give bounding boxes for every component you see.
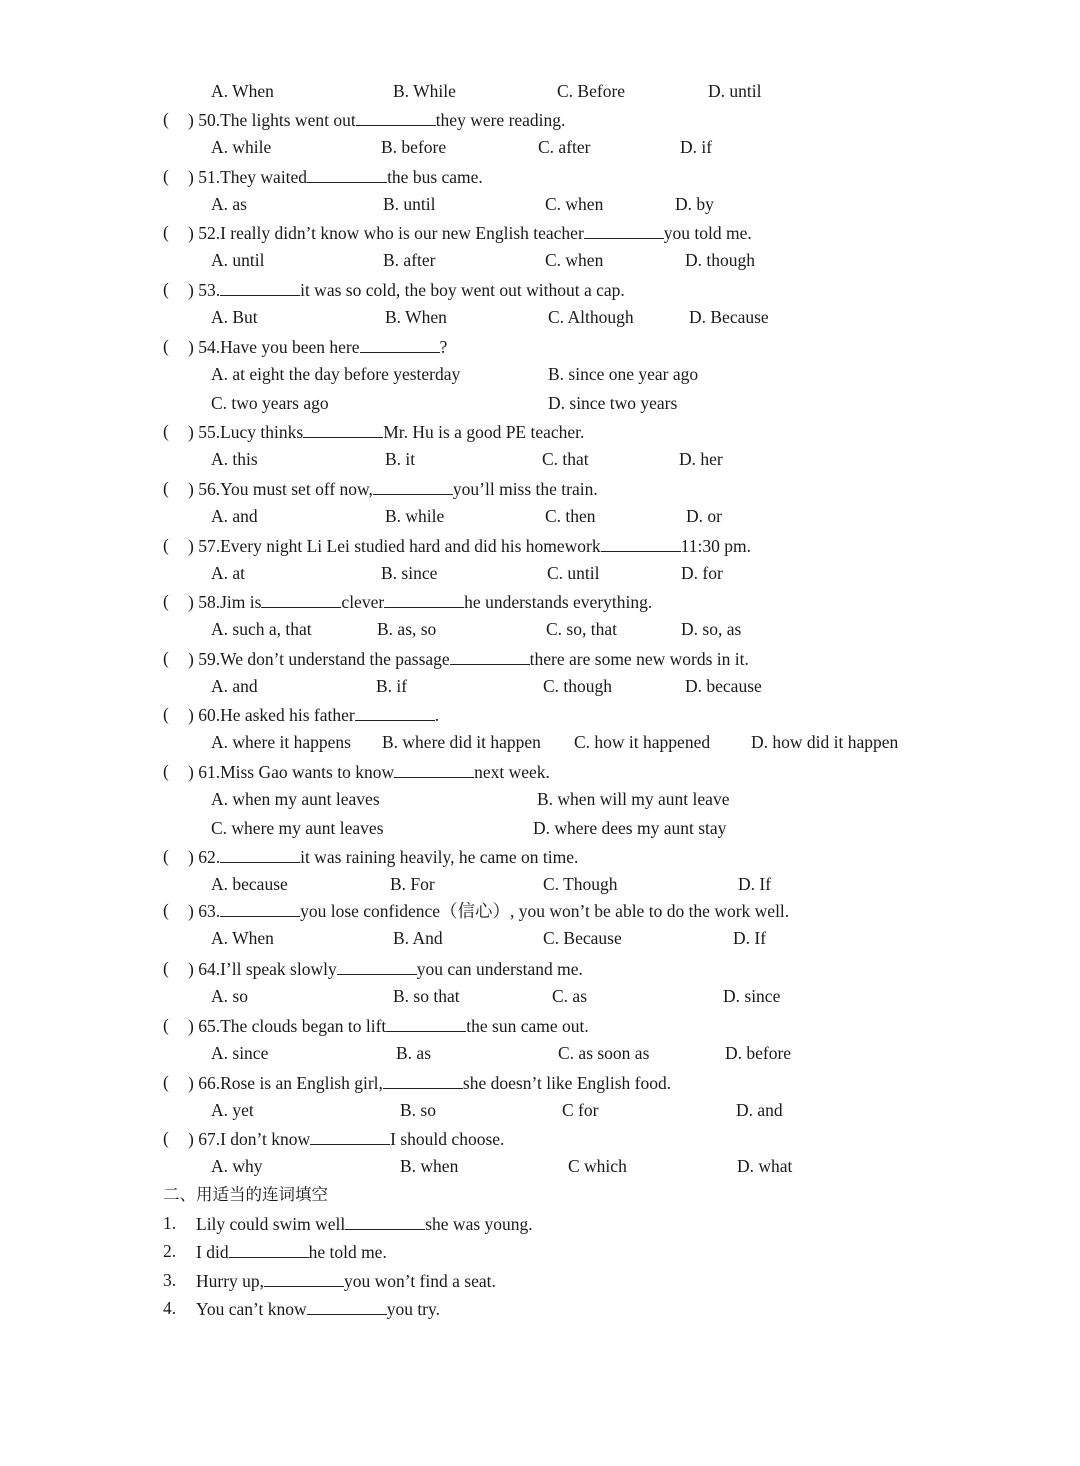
question-stem <box>188 222 752 244</box>
option-2: C. that <box>542 449 589 469</box>
stem-after-blank: they were reading. <box>435 110 566 130</box>
question-paren: ( <box>163 109 169 129</box>
answer-blank[interactable] <box>261 591 341 608</box>
option-3: D. if <box>680 137 713 157</box>
question-stem <box>188 1072 671 1094</box>
stem-before-blank: Jim is <box>220 592 262 612</box>
option-1: B. so <box>400 1100 436 1120</box>
question-number: ) 61. <box>188 762 221 782</box>
fill-in-item <box>196 1241 387 1263</box>
item-before-blank: You can’t know <box>196 1299 307 1319</box>
question-stem <box>188 109 565 131</box>
answer-blank[interactable] <box>307 1298 387 1315</box>
item-after-blank: you try. <box>386 1299 440 1319</box>
question-paren: ( <box>163 166 169 186</box>
option-1: B. when will my aunt leave <box>537 789 730 809</box>
question-paren: ( <box>163 535 169 555</box>
question-stem <box>188 478 598 500</box>
section-title: 二、用适当的连词填空 <box>163 1185 328 1204</box>
option-1: B. since <box>381 563 438 583</box>
question-stem <box>188 704 439 726</box>
option-3: D. since <box>723 986 781 1006</box>
option-1: B. so that <box>393 986 460 1006</box>
stem-after-blank: you told me. <box>663 223 752 243</box>
option-0: A. while <box>211 137 272 157</box>
option-3: D. though <box>685 250 755 270</box>
answer-blank[interactable] <box>383 1072 463 1089</box>
option-b-0: C. where my aunt leaves <box>211 818 384 838</box>
answer-blank[interactable] <box>337 958 417 975</box>
option-0: A. until <box>211 250 265 270</box>
answer-blank[interactable] <box>373 478 453 495</box>
option-2: C. so, that <box>546 619 617 639</box>
question-number: ) 55. <box>188 422 221 442</box>
answer-blank[interactable] <box>450 648 530 665</box>
option-0: A. when my aunt leaves <box>211 789 380 809</box>
option-1: B. if <box>376 676 408 696</box>
option-3: D. and <box>736 1100 783 1120</box>
option-3: D. If <box>738 874 772 894</box>
item-before-blank: Lily could swim well <box>196 1214 346 1234</box>
item-after-blank: she was young. <box>425 1214 533 1234</box>
question-number: ) 56. <box>188 479 221 499</box>
item-number: 2. <box>163 1241 177 1261</box>
option-1: B. For <box>390 874 435 894</box>
answer-blank[interactable] <box>356 109 436 126</box>
stem-before-blank: I’ll speak slowly <box>220 959 337 979</box>
stem-after-blank: I should choose. <box>390 1129 505 1149</box>
option-1: B. since one year ago <box>548 364 699 384</box>
stem-before-blank: You must set off now, <box>220 479 373 499</box>
question-paren: ( <box>163 591 169 611</box>
question-number: ) 54. <box>188 337 221 357</box>
stem-before-blank: I don’t know <box>220 1129 311 1149</box>
option-3: D. If <box>733 928 767 948</box>
answer-blank[interactable] <box>220 279 300 296</box>
option-1: B. And <box>393 928 443 948</box>
stem-before-blank: We don’t understand the passage <box>220 649 450 669</box>
option-1: B. When <box>385 307 447 327</box>
question-stem <box>188 761 550 783</box>
option-2: C. Because <box>543 928 622 948</box>
question-stem <box>188 846 578 868</box>
option-0: A. so <box>211 986 248 1006</box>
question-stem <box>188 166 483 188</box>
question-paren: ( <box>163 222 169 242</box>
option-3: D. what <box>737 1156 793 1176</box>
stem-before-blank: The clouds began to lift <box>220 1016 387 1036</box>
stem-after-blank: it was so cold, the boy went out without a cap. <box>300 280 625 300</box>
option-0: A. since <box>211 1043 269 1063</box>
option-3: D. by <box>675 194 714 214</box>
stem-before-blank: Have you been here <box>220 337 360 357</box>
stem-after-blank: Mr. Hu is a good PE teacher. <box>383 422 585 442</box>
q49-option-3: D. until <box>708 81 762 101</box>
option-0: A. and <box>211 676 258 696</box>
option-1: B. as, so <box>377 619 437 639</box>
answer-blank[interactable] <box>394 761 474 778</box>
stem-before-blank: I really didn’t know who is our new English teacher <box>220 223 584 243</box>
stem-after-blank: he understands everything. <box>464 592 653 612</box>
question-number: ) 66. <box>188 1073 221 1093</box>
stem-after-blank: you lose confidence（信心）, you won’t be able to do the work well. <box>300 901 790 921</box>
question-paren: ( <box>163 421 169 441</box>
option-0: A. But <box>211 307 258 327</box>
stem-before-blank: They waited <box>220 167 308 187</box>
question-paren: ( <box>163 1015 169 1035</box>
question-number: ) 64. <box>188 959 221 979</box>
item-after-blank: you won’t find a seat. <box>344 1271 496 1291</box>
fill-in-item <box>196 1213 533 1235</box>
option-2: C. after <box>538 137 591 157</box>
option-3: D. her <box>679 449 723 469</box>
item-before-blank: I did <box>196 1242 229 1262</box>
question-number: ) 63. <box>188 901 221 921</box>
answer-blank[interactable] <box>310 1128 390 1145</box>
stem-before-blank: Miss Gao wants to know <box>220 762 395 782</box>
option-3: D. for <box>681 563 723 583</box>
stem-before-blank: Every night Li Lei studied hard and did his homework <box>220 536 601 556</box>
question-paren: ( <box>163 478 169 498</box>
fill-in-item <box>196 1298 440 1320</box>
option-2: C which <box>568 1156 627 1176</box>
stem-middle: clever <box>341 592 385 612</box>
option-1: B. as <box>396 1043 431 1063</box>
question-number: ) 62. <box>188 847 221 867</box>
option-2: C for <box>562 1100 599 1120</box>
answer-blank[interactable] <box>584 222 664 239</box>
question-paren: ( <box>163 958 169 978</box>
option-0: A. where it happens <box>211 732 351 752</box>
answer-blank[interactable] <box>303 421 383 438</box>
option-2: C. how it happened <box>574 732 711 752</box>
question-number: ) 59. <box>188 649 221 669</box>
option-2: C. as <box>552 986 587 1006</box>
option-1: B. when <box>400 1156 459 1176</box>
question-paren: ( <box>163 336 169 356</box>
option-0: A. such a, that <box>211 619 312 639</box>
question-number: ) 51. <box>188 167 221 187</box>
option-1: B. where did it happen <box>382 732 541 752</box>
stem-before-blank: Rose is an English girl, <box>220 1073 383 1093</box>
question-number: ) 57. <box>188 536 221 556</box>
answer-blank[interactable] <box>360 336 440 353</box>
question-paren: ( <box>163 1128 169 1148</box>
question-stem <box>188 279 625 301</box>
stem-after-blank: she doesn’t like English food. <box>462 1073 672 1093</box>
item-number: 1. <box>163 1213 177 1233</box>
question-stem <box>188 336 447 358</box>
question-paren: ( <box>163 279 169 299</box>
question-paren: ( <box>163 704 169 724</box>
question-paren: ( <box>163 846 169 866</box>
option-3: D. before <box>725 1043 792 1063</box>
option-1: B. until <box>383 194 436 214</box>
option-3: D. or <box>686 506 722 526</box>
question-stem <box>188 591 652 613</box>
stem-after-blank: . <box>434 705 440 725</box>
question-number: ) 52. <box>188 223 221 243</box>
option-2: C. when <box>545 194 604 214</box>
answer-blank[interactable] <box>229 1241 309 1258</box>
question-paren: ( <box>163 761 169 781</box>
option-1: B. after <box>383 250 436 270</box>
option-2: C. until <box>547 563 600 583</box>
question-stem <box>188 1015 589 1037</box>
answer-blank[interactable] <box>345 1213 425 1230</box>
stem-after-blank: you’ll miss the train. <box>452 479 598 499</box>
option-2: C. as soon as <box>558 1043 650 1063</box>
answer-blank[interactable] <box>601 535 681 552</box>
option-3: D. Because <box>689 307 769 327</box>
answer-blank[interactable] <box>307 166 387 183</box>
question-paren: ( <box>163 1072 169 1092</box>
stem-before-blank: Lucy thinks <box>220 422 304 442</box>
answer-blank[interactable] <box>220 846 300 863</box>
option-3: D. how did it happen <box>751 732 899 752</box>
stem-after-blank: 11:30 pm. <box>680 536 751 556</box>
option-0: A. as <box>211 194 247 214</box>
q49-option-0: A. When <box>211 81 274 101</box>
stem-after-blank: it was raining heavily, he came on time. <box>300 847 579 867</box>
question-number: ) 53. <box>188 280 221 300</box>
answer-blank[interactable] <box>220 900 300 917</box>
option-2: C. though <box>543 676 613 696</box>
answer-blank-2[interactable] <box>384 591 464 608</box>
stem-after-blank: the bus came. <box>387 167 483 187</box>
stem-after-blank: you can understand me. <box>416 959 583 979</box>
question-stem <box>188 421 584 443</box>
question-number: ) 50. <box>188 110 221 130</box>
option-0: A. this <box>211 449 258 469</box>
option-1: B. while <box>385 506 445 526</box>
q49-option-2: C. Before <box>557 81 626 101</box>
option-0: A. and <box>211 506 258 526</box>
option-0: A. because <box>211 874 288 894</box>
question-stem <box>188 648 749 670</box>
answer-blank[interactable] <box>264 1270 344 1287</box>
option-3: D. so, as <box>681 619 742 639</box>
question-paren: ( <box>163 648 169 668</box>
stem-before-blank: He asked his father <box>220 705 355 725</box>
question-paren: ( <box>163 900 169 920</box>
question-stem <box>188 900 789 922</box>
option-0: A. at eight the day before yesterday <box>211 364 461 384</box>
question-stem <box>188 1128 504 1150</box>
option-2: C. then <box>545 506 596 526</box>
question-number: ) 67. <box>188 1129 221 1149</box>
stem-after-blank: there are some new words in it. <box>529 649 749 669</box>
fill-in-item <box>196 1270 496 1292</box>
option-3: D. because <box>685 676 762 696</box>
item-number: 3. <box>163 1270 177 1290</box>
stem-after-blank: ? <box>439 337 448 357</box>
stem-before-blank: The lights went out <box>220 110 356 130</box>
question-stem <box>188 958 583 980</box>
item-after-blank: he told me. <box>308 1242 387 1262</box>
question-number: ) 60. <box>188 705 221 725</box>
stem-after-blank: the sun came out. <box>466 1016 589 1036</box>
stem-after-blank: next week. <box>474 762 550 782</box>
option-2: C. Though <box>543 874 618 894</box>
question-number: ) 65. <box>188 1016 221 1036</box>
option-1: B. it <box>385 449 416 469</box>
question-number: ) 58. <box>188 592 221 612</box>
item-before-blank: Hurry up, <box>196 1271 265 1291</box>
option-0: A. yet <box>211 1100 254 1120</box>
option-b-1: D. since two years <box>548 393 678 413</box>
option-2: C. when <box>545 250 604 270</box>
answer-blank[interactable] <box>355 704 435 721</box>
option-0: A. When <box>211 928 274 948</box>
answer-blank[interactable] <box>386 1015 466 1032</box>
option-0: A. why <box>211 1156 263 1176</box>
option-b-0: C. two years ago <box>211 393 329 413</box>
item-number: 4. <box>163 1298 177 1318</box>
q49-option-1: B. While <box>393 81 456 101</box>
option-1: B. before <box>381 137 447 157</box>
option-0: A. at <box>211 563 246 583</box>
option-b-1: D. where dees my aunt stay <box>533 818 727 838</box>
option-2: C. Although <box>548 307 634 327</box>
question-stem <box>188 535 751 557</box>
